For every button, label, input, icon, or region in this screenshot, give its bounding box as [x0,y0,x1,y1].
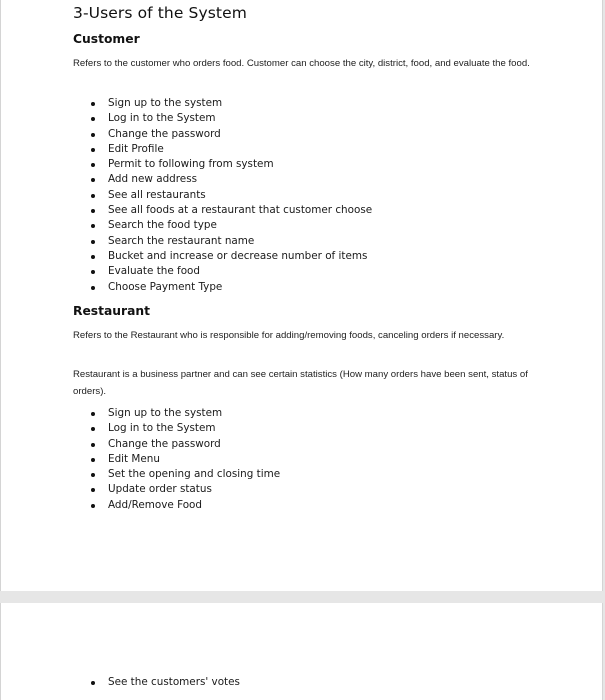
customer-list-item: Choose Payment Type [91,280,372,295]
customer-list-item: Bucket and increase or decrease number of items [91,249,372,264]
customer-list-item: See all foods at a restaurant that customer choose [91,203,372,218]
customer-list-item: Permit to following from system [91,157,372,172]
page-gap [0,591,605,603]
customer-list-item: Search the food type [91,218,372,233]
restaurant-list-item: Add/Remove Food [91,498,280,513]
restaurant-list-item: Set the opening and closing time [91,467,280,482]
restaurant-list-item: Update order status [91,482,280,497]
restaurant-list-item: Log in to the System [91,421,280,436]
restaurant-list-item: Sign up to the system [91,406,280,421]
section-heading: 3-Users of the System [73,4,247,22]
customer-description: Refers to the customer who orders food. Customer can choose the city, district, food, and evaluate the food. [73,58,530,69]
customer-list-item: Evaluate the food [91,264,372,279]
restaurant-feature-list-continued [91,675,240,690]
customer-list-item: Sign up to the system [91,96,372,111]
customer-heading: Customer [73,32,140,46]
restaurant-feature-list [91,406,280,513]
customer-feature-list [91,96,372,295]
restaurant-list-item: Change the password [91,437,280,452]
restaurant-list-item: Edit Menu [91,452,280,467]
document-page-2 [0,603,603,700]
restaurant-description-1: Refers to the Restaurant who is responsible for adding/removing foods, canceling orders if necessary. [73,330,505,341]
customer-list-item: See all restaurants [91,188,372,203]
restaurant-description-2: Restaurant is a business partner and can see certain statistics (How many orders have been sent, status of orders). [73,369,528,397]
customer-list-item: Log in to the System [91,111,372,126]
customer-list-item: Add new address [91,172,372,187]
restaurant-heading: Restaurant [73,304,151,318]
customer-list-item: Change the password [91,127,372,142]
restaurant-list-item: See the customers' votes [91,675,240,690]
customer-list-item: Edit Profile [91,142,372,157]
customer-list-item: Search the restaurant name [91,234,372,249]
